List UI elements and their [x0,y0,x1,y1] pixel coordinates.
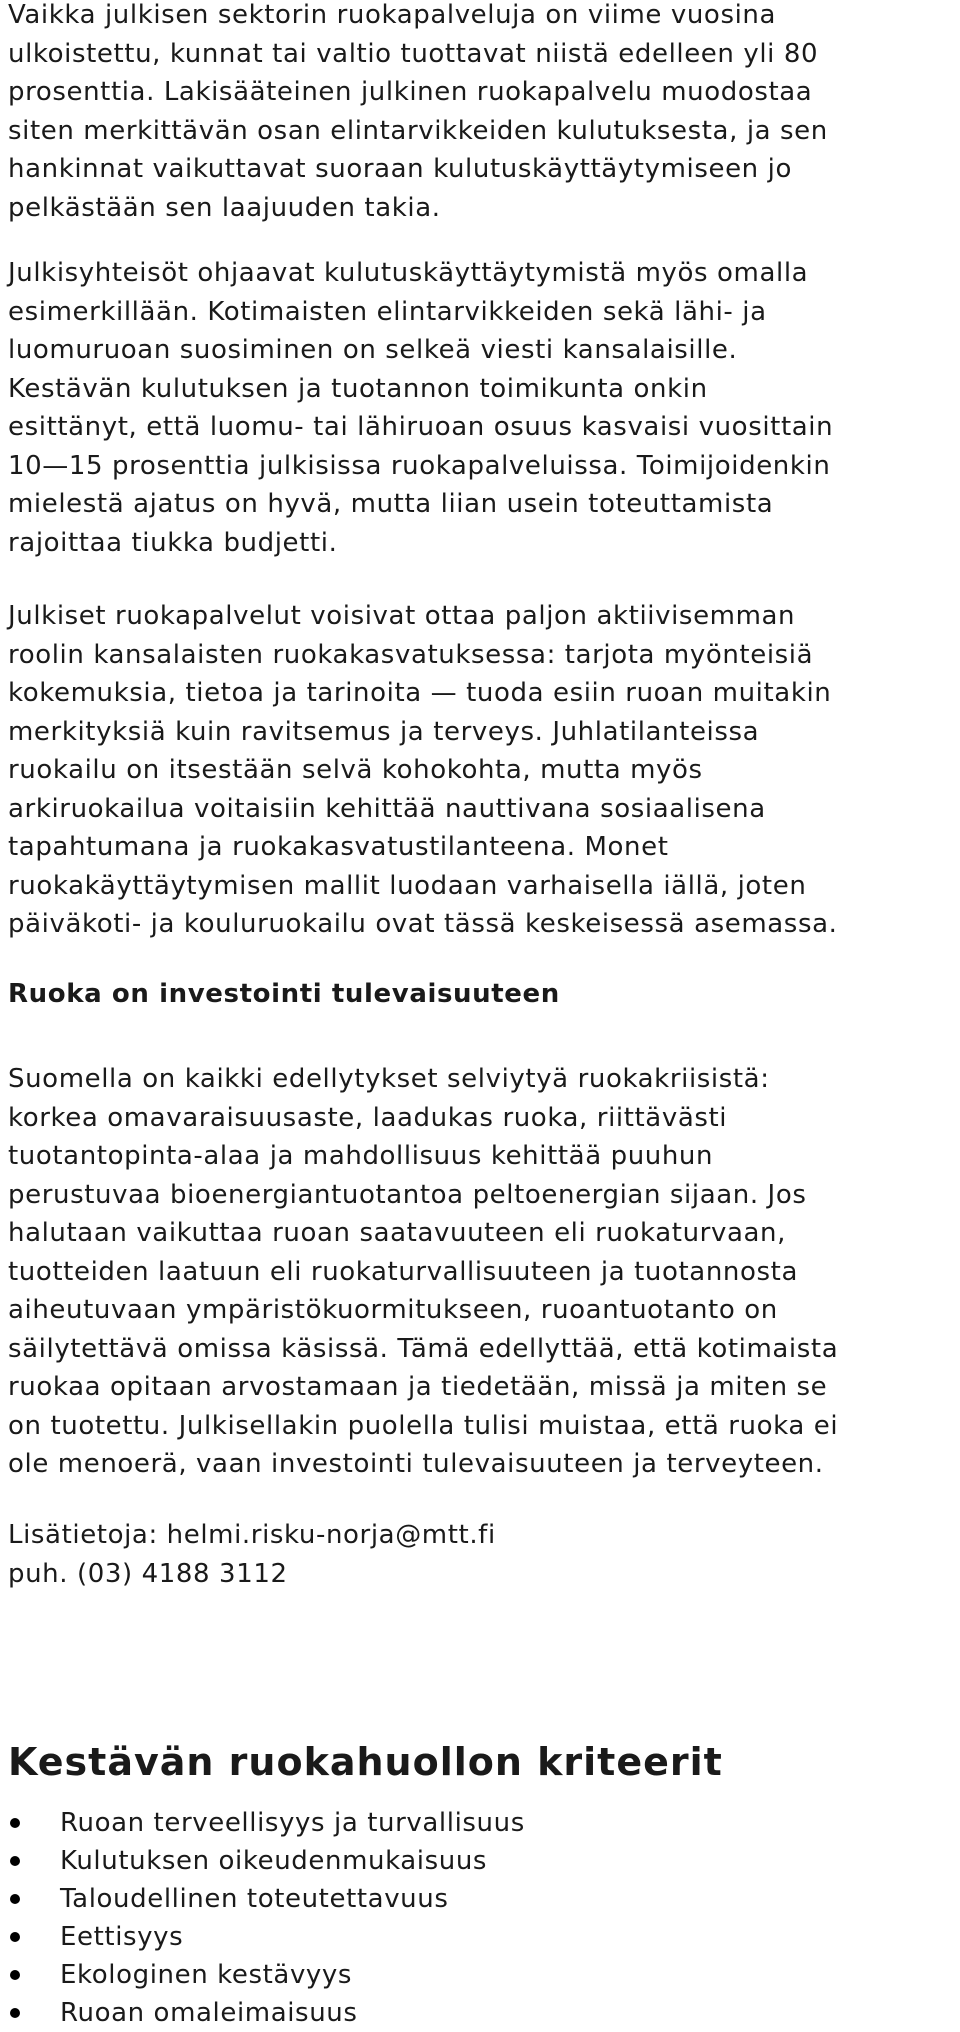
paragraph-public-food-services [8,0,828,227]
paragraph-food-investment [8,1060,838,1484]
text-line: päiväkoti- ja kouluruokailu ovat tässä keskeisessä asemassa. [8,909,838,939]
bullet-icon [10,1818,20,1828]
text-line: tuotteiden laatuun eli ruokaturvallisuuteen ja tuotannosta [8,1256,798,1287]
text-line: Suomella on kaikki edellytykset selviytyä ruokakriisistä: [8,1064,770,1094]
text-line: perustuvaa bioenergiantuotantoa peltoenergian sijaan. Jos [8,1179,807,1210]
contact-email-line: Lisätietoja: helmi.risku-norja@mtt.fi [8,1520,496,1550]
text-line: ole menoerä, vaan investointi tulevaisuuteen ja terveyteen. [8,1449,824,1479]
criteria-item [8,1994,525,2032]
criteria-item-label: Ekologinen kestävyys [60,1960,353,1990]
paragraph-public-bodies-example [8,254,833,562]
text-line: halutaan vaikuttaa ruoan saatavuuteen eli ruokaturvaan, [8,1218,786,1248]
text-line: esimerkillään. Kotimaisten elintarvikkeiden sekä lähi- ja [8,296,767,327]
text-line: mielestä ajatus on hyvä, mutta liian usein toteuttamista [8,489,774,519]
bullet-icon [10,1856,20,1866]
bullet-icon [10,2008,20,2018]
text-line: Kestävän kulutuksen ja tuotannon toimikunta onkin [8,373,708,404]
section-heading: Ruoka on investointi tulevaisuuteen [8,979,560,1009]
text-line: prosenttia. Lakisääteinen julkinen ruokapalvelu muodostaa [8,77,813,107]
text-line: Julkisyhteisöt ohjaavat kulutuskäyttäytymistä myös omalla [8,258,809,288]
criteria-list [8,1804,525,2032]
criteria-item-label: Eettisyys [60,1922,184,1952]
text-line: Julkiset ruokapalvelut voisivat ottaa paljon aktiivisemman [8,601,796,631]
criteria-item [8,1956,525,1994]
text-line: ruokailu on itsestään selvä kohokohta, mutta myös [8,755,703,785]
text-line: merkityksiä kuin ravitsemus ja terveys. Juhlatilanteissa [8,716,760,747]
text-line: arkiruokailua voitaisiin kehittää nauttivana sosiaalisena [8,793,766,824]
text-line: kokemuksia, tietoa ja tarinoita — tuoda esiin ruoan muitakin [8,678,832,708]
bullet-icon [10,1932,20,1942]
bullet-icon [10,1970,20,1980]
criteria-item-label: Taloudellinen toteutettavuus [60,1884,449,1914]
text-line: luomuruoan suosiminen on selkeä viesti kansalaisille. [8,335,738,365]
text-line: rajoittaa tiukka budjetti. [8,527,338,558]
criteria-item [8,1880,525,1918]
criteria-item [8,1918,525,1956]
text-line: Vaikka julkisen sektorin ruokapalveluja on viime vuosina [8,0,777,30]
criteria-title: Kestävän ruokahuollon kriteerit [8,1740,723,1784]
criteria-item-label: Ruoan omaleimaisuus [60,1998,358,2028]
text-line: tuotantopinta-alaa ja mahdollisuus kehittää puuhun [8,1141,714,1171]
text-line: korkea omavaraisuusaste, laadukas ruoka, riittävästi [8,1102,728,1133]
text-line: on tuotettu. Julkisellakin puolella tulisi muistaa, että ruoka ei [8,1410,839,1441]
text-line: pelkästään sen laajuuden takia. [8,192,441,223]
text-line: hankinnat vaikuttavat suoraan kulutuskäyttäytymiseen jo [8,154,792,184]
text-line: tapahtumana ja ruokakasvatustilanteena. Monet [8,832,669,862]
text-line: aiheutuvaan ympäristökuormitukseen, ruoantuotanto on [8,1295,778,1325]
text-line: ruokakäyttäytymisen mallit luodaan varhaisella iällä, joten [8,870,807,901]
criteria-item-label: Kulutuksen oikeudenmukaisuus [60,1846,488,1876]
text-line: ulkoistettu, kunnat tai valtio tuottavat niistä edelleen yli 80 [8,38,819,69]
text-line: roolin kansalaisten ruokakasvatuksessa: tarjota myönteisiä [8,639,814,670]
text-line: säilytettävä omissa käsissä. Tämä edellyttää, että kotimaista [8,1333,839,1364]
criteria-item-label: Ruoan terveellisyys ja turvallisuus [60,1808,525,1838]
text-line: esittänyt, että luomu- tai lähiruoan osuus kasvaisi vuosittain [8,412,834,442]
criteria-item [8,1804,525,1842]
text-line: siten merkittävän osan elintarvikkeiden kulutuksesta, ja sen [8,115,828,146]
text-line: 10—15 prosenttia julkisissa ruokapalveluissa. Toimijoidenkin [8,450,831,481]
criteria-item [8,1842,525,1880]
text-line: ruokaa opitaan arvostamaan ja tiedetään, missä ja miten se [8,1372,828,1402]
contact-phone-line: puh. (03) 4188 3112 [8,1558,288,1589]
paragraph-food-education [8,597,838,944]
bullet-icon [10,1894,20,1904]
contact-info [8,1516,496,1593]
